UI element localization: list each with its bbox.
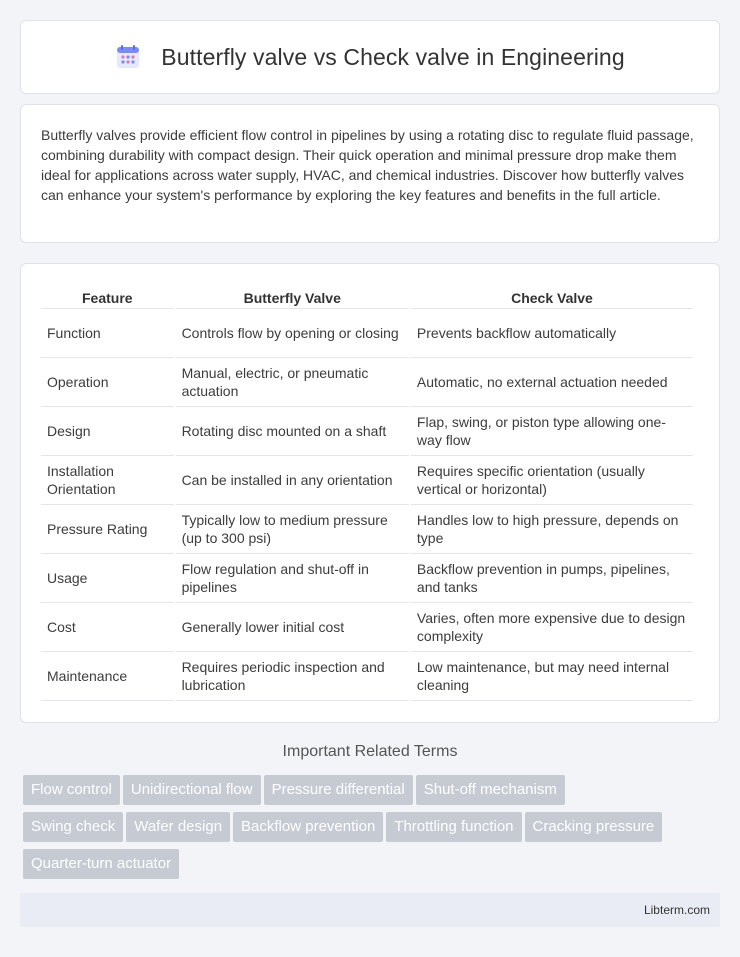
header-butterfly-valve: Butterfly Valve <box>176 284 409 309</box>
comparison-table <box>39 284 695 701</box>
butterfly-cell: Can be installed in any orientation <box>176 456 409 505</box>
butterfly-cell: Typically low to medium pressure (up to 300 psi) <box>176 505 409 554</box>
butterfly-cell: Manual, electric, or pneumatic actuation <box>176 358 409 407</box>
related-terms-tags <box>23 775 723 886</box>
feature-cell: Function <box>41 309 174 358</box>
check-cell: Low maintenance, but may need internal cleaning <box>411 652 693 701</box>
table-row <box>41 309 693 358</box>
feature-cell: Design <box>41 407 174 456</box>
table-row <box>41 603 693 652</box>
table-row <box>41 358 693 407</box>
header-feature: Feature <box>41 284 174 309</box>
footer <box>20 893 720 927</box>
tag-backflow-prevention[interactable]: Backflow prevention <box>233 812 383 842</box>
feature-cell: Pressure Rating <box>41 505 174 554</box>
tag-flow-control[interactable]: Flow control <box>23 775 120 805</box>
tag-wafer-design[interactable]: Wafer design <box>126 812 230 842</box>
feature-cell: Cost <box>41 603 174 652</box>
title-card <box>20 20 720 94</box>
tag-shut-off-mechanism[interactable]: Shut-off mechanism <box>416 775 565 805</box>
table-row <box>41 456 693 505</box>
tag-cracking-pressure[interactable]: Cracking pressure <box>525 812 663 842</box>
tag-quarter-turn-actuator[interactable]: Quarter-turn actuator <box>23 849 179 879</box>
intro-text: Butterfly valves provide efficient flow control in pipelines by using a rotating disc to regulate fluid passage, combining durability with compact design. Their quick operation and minimal pressure drop make them ideal for applications across water supply, HVAC, and chemical industries. Discover how butterfly valves can enhance your system's performance by exploring the key features and benefits in the full article. <box>41 127 694 203</box>
butterfly-cell: Rotating disc mounted on a shaft <box>176 407 409 456</box>
feature-cell: Installation Orientation <box>41 456 174 505</box>
check-cell: Varies, often more expensive due to design complexity <box>411 603 693 652</box>
header-check-valve: Check Valve <box>411 284 693 309</box>
table-header-row <box>41 284 693 309</box>
comparison-table-card <box>20 263 720 723</box>
check-cell: Requires specific orientation (usually vertical or horizontal) <box>411 456 693 505</box>
table-row <box>41 652 693 701</box>
tag-swing-check[interactable]: Swing check <box>23 812 123 842</box>
calendar-grid-icon <box>115 44 141 70</box>
butterfly-cell: Generally lower initial cost <box>176 603 409 652</box>
check-cell: Prevents backflow automatically <box>411 309 693 358</box>
page-title: Butterfly valve vs Check valve in Engineering <box>161 43 625 70</box>
butterfly-cell: Controls flow by opening or closing <box>176 309 409 358</box>
butterfly-cell: Flow regulation and shut-off in pipelines <box>176 554 409 603</box>
table-row <box>41 505 693 554</box>
tag-throttling-function[interactable]: Throttling function <box>386 812 521 842</box>
check-cell: Automatic, no external actuation needed <box>411 358 693 407</box>
footer-site-link[interactable]: Libterm.com <box>643 903 710 917</box>
check-cell: Flap, swing, or piston type allowing one-way flow <box>411 407 693 456</box>
tag-pressure-differential[interactable]: Pressure differential <box>264 775 413 805</box>
feature-cell: Usage <box>41 554 174 603</box>
table-row <box>41 554 693 603</box>
check-cell: Backflow prevention in pumps, pipelines, and tanks <box>411 554 693 603</box>
check-cell: Handles low to high pressure, depends on type <box>411 505 693 554</box>
intro-card <box>20 104 720 243</box>
feature-cell: Maintenance <box>41 652 174 701</box>
table-row <box>41 407 693 456</box>
butterfly-cell: Requires periodic inspection and lubrication <box>176 652 409 701</box>
related-terms-title: Important Related Terms <box>282 743 458 760</box>
tag-unidirectional-flow[interactable]: Unidirectional flow <box>123 775 261 805</box>
feature-cell: Operation <box>41 358 174 407</box>
